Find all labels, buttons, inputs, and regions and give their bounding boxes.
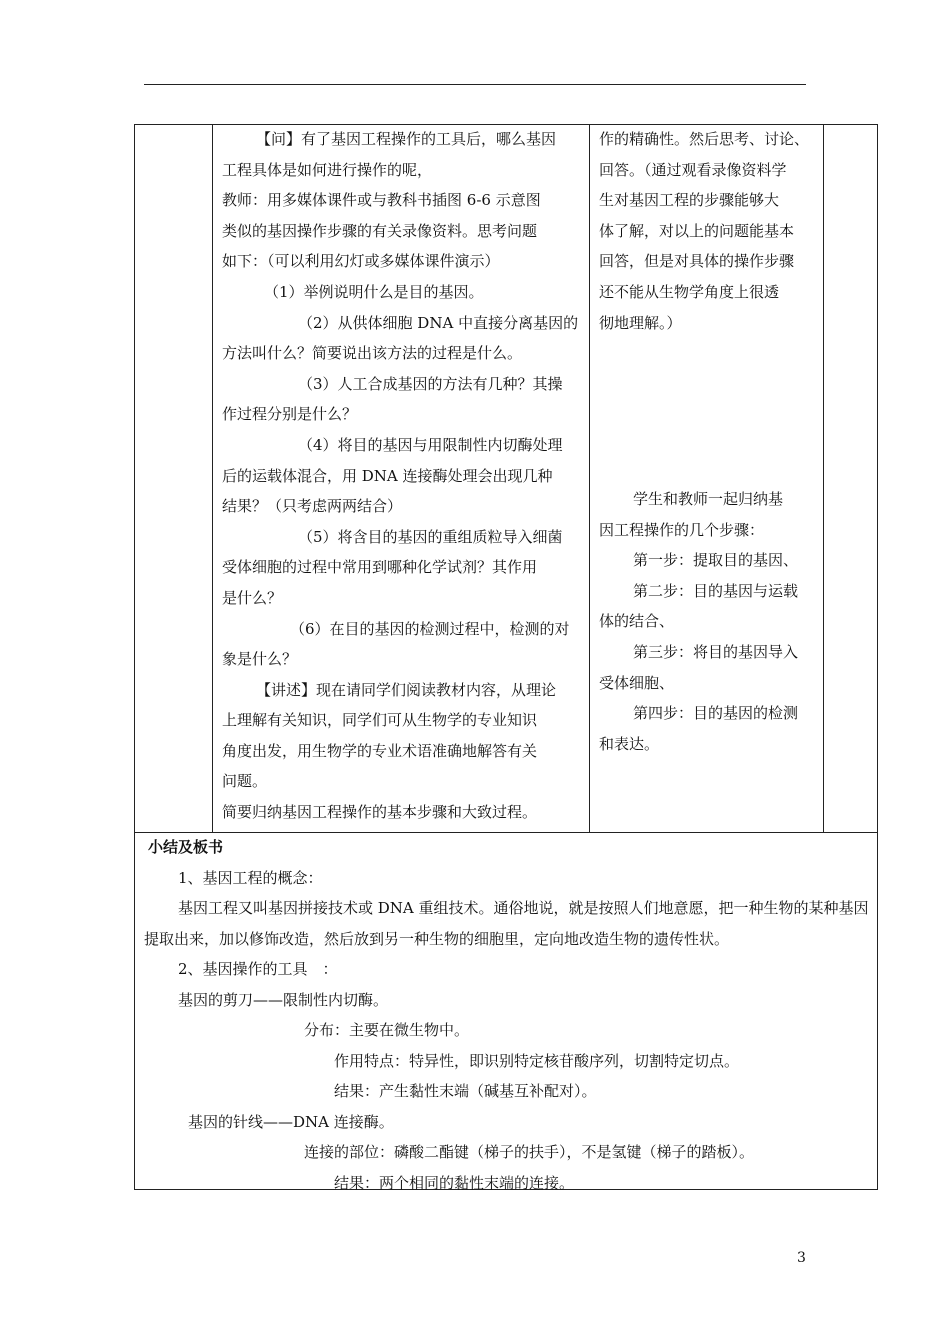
teacher-activity-column	[222, 124, 586, 828]
student-step-line: 第一步：提取目的基因、	[633, 551, 799, 570]
student-step-line: 和表达。	[599, 734, 660, 753]
summary-section	[144, 832, 872, 1198]
column-divider-1	[212, 124, 213, 832]
student-text-line: 作的精确性。然后思考、讨论、	[599, 130, 810, 148]
summary-line: 基因的剪刀——限制性内切酶。	[178, 990, 389, 1009]
teacher-text-line: 方法叫什么？简要说出该方法的过程是什么。	[222, 344, 523, 363]
summary-line: 结果：产生黏性末端（碱基互补配对）。	[334, 1082, 597, 1100]
teacher-text-line: （1）举例说明什么是目的基因。	[264, 282, 484, 301]
teacher-text-line: 工程具体是如何进行操作的呢，	[222, 160, 433, 179]
student-step-line: 第三步：将目的基因导入	[633, 642, 799, 661]
student-text-line: 回答。（通过观看录像资料学	[599, 160, 787, 179]
teacher-text-line: （4）将目的基因与用限制性内切酶处理	[298, 435, 563, 454]
student-step-line: 受体细胞、	[599, 673, 675, 692]
summary-line: 作用特点：特异性，即识别特定核苷酸序列，切割特定切点。	[334, 1051, 740, 1070]
student-step-line: 学生和教师一起归纳基	[633, 490, 784, 508]
page-number: 3	[797, 1250, 806, 1266]
column-divider-3	[823, 124, 824, 832]
teacher-text-line: 角度出发，用生物学的专业术语准确地解答有关	[222, 741, 538, 760]
header-rule	[144, 84, 806, 85]
teacher-text-line: 【讲述】现在请同学们阅读教材内容，从理论	[256, 680, 557, 699]
student-step-line: 第四步：目的基因的检测	[633, 704, 799, 723]
summary-line: 基因的针线——DNA 连接酶。	[188, 1112, 394, 1131]
teacher-text-line: 简要归纳基因工程操作的基本步骤和大致过程。	[222, 803, 538, 822]
student-activity-notes	[599, 124, 821, 338]
student-text-line: 回答，但是对具体的操作步骤	[599, 252, 795, 271]
student-text-line: 彻地理解。）	[599, 313, 682, 332]
teacher-text-line: 象是什么？	[222, 650, 298, 669]
student-step-line: 因工程操作的几个步骤：	[599, 520, 765, 539]
summary-line: 结果：两个相同的黏性末端的连接。	[334, 1173, 575, 1192]
teacher-text-line: 问题。	[222, 772, 268, 791]
teacher-text-line: 后的运载体混合，用 DNA 连接酶处理会出现几种	[222, 466, 553, 485]
teacher-text-line: 教师：用多媒体课件或与教科书插图 6-6 示意图	[222, 191, 541, 210]
teacher-text-line: （2）从供体细胞 DNA 中直接分离基因的	[298, 313, 579, 332]
teacher-text-line: 上理解有关知识，同学们可从生物学的专业知识	[222, 711, 538, 730]
teacher-text-line: 如下：（可以利用幻灯或多媒体课件演示）	[222, 252, 500, 271]
student-step-line: 第二步：目的基因与运载	[633, 581, 799, 600]
teacher-text-line: 结果？（只考虑两两结合）	[222, 497, 403, 516]
teacher-text-line: 【问】有了基因工程操作的工具后，哪么基因	[256, 130, 557, 148]
teacher-text-line: （5）将含目的基因的重组质粒导入细菌	[298, 527, 563, 546]
summary-title: 小结及板书	[148, 838, 224, 856]
summary-line: 分布：主要在微生物中。	[304, 1021, 470, 1039]
teacher-text-line: 类似的基因操作步骤的有关录像资料。思考问题	[222, 221, 538, 240]
student-summary-steps	[599, 484, 821, 759]
column-divider-2	[589, 124, 590, 832]
summary-line: 基因工程又叫基因拼接技术或 DNA 重组技术。通俗地说，就是按照人们地意愿，把一种生物的某种基因提取出来，加以修饰改造，然后放到另一种生物的细胞里，定向地改造生物的遗传性状。	[144, 899, 869, 948]
summary-line: 2、基因操作的工具 ：	[178, 960, 338, 978]
summary-line: 1、基因工程的概念：	[178, 868, 323, 887]
teacher-text-line: 作过程分别是什么？	[222, 405, 358, 424]
teacher-text-line: （6）在目的基因的检测过程中，检测的对	[290, 619, 570, 638]
teacher-text-line: （3）人工合成基因的方法有几种？其操	[298, 374, 563, 393]
student-text-line: 还不能从生物学角度上很透	[599, 282, 780, 301]
student-text-line: 生对基因工程的步骤能够大	[599, 191, 780, 210]
student-text-line: 体了解，对以上的问题能基本	[599, 221, 795, 240]
teacher-text-line: 受体细胞的过程中常用到哪种化学试剂？其作用	[222, 558, 538, 577]
student-step-line: 体的结合、	[599, 612, 675, 631]
summary-line: 连接的部位：磷酸二酯键（梯子的扶手），不是氢键（梯子的踏板）。	[304, 1143, 755, 1161]
teacher-text-line: 是什么？	[222, 588, 283, 607]
